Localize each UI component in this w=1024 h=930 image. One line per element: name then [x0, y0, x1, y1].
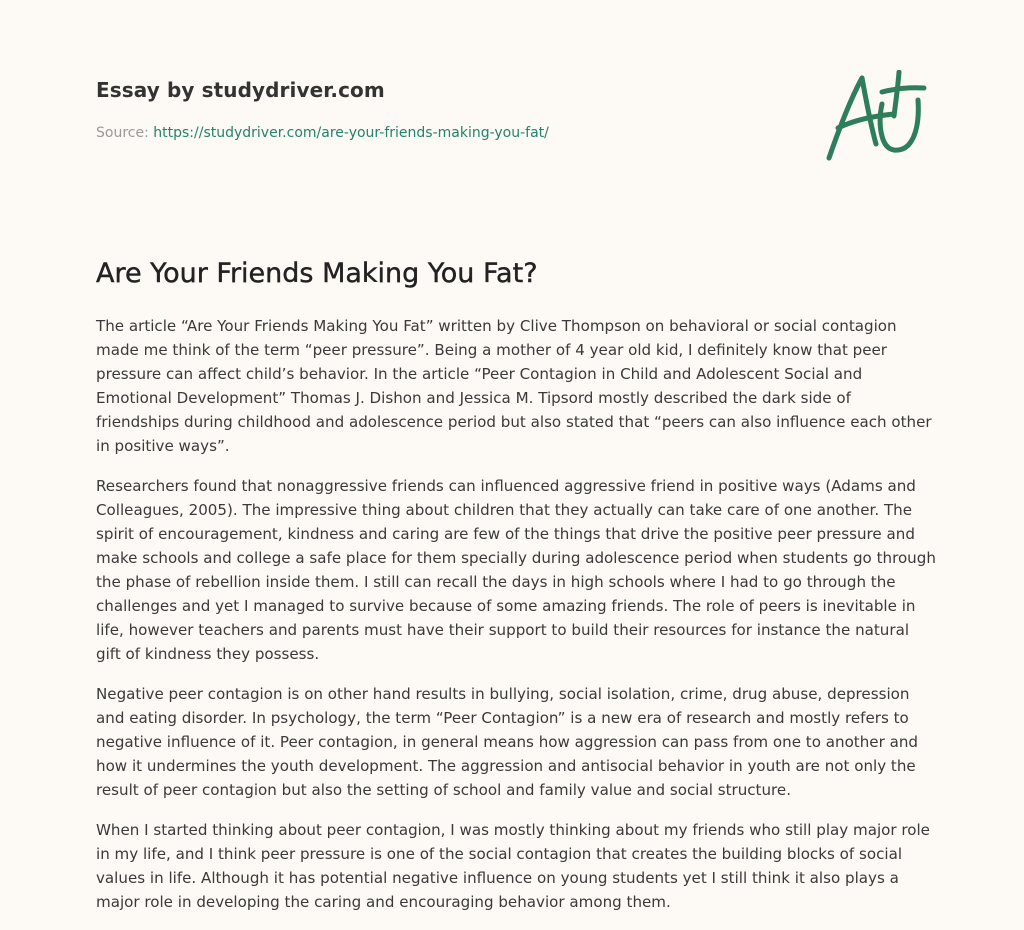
source-link[interactable]: https://studydriver.com/are-your-friends-making-you-fat/ [153, 125, 549, 141]
a-plus-logo-icon [824, 70, 928, 164]
brand-title: Essay by studydriver.com [96, 78, 385, 102]
source-line [96, 123, 796, 143]
site-header [96, 76, 796, 143]
paragraph: Negative peer contagion is on other hand results in bullying, social isolation, crime, drug abuse, depression and eating disorder. In psychology, the term “Peer Contagion” is a new era of research and mostly refers to negative influence of it. Peer contagion, in general means how aggression can pass from one to another and how it undermines the youth development. The aggression and antisocial behavior in youth are not only the result of peer contagion but also the setting of school and family value and social structure. [96, 685, 918, 799]
article-title: Are Your Friends Making You Fat? [96, 258, 538, 289]
source-label: Source: [96, 125, 149, 141]
paragraph: When I started thinking about peer contagion, I was mostly thinking about my friends who still play major role in my life, and I think peer pressure is one of the social contagion that creates the building blocks of social values in life. Although it has potential negative influence on young students yet I still think it also plays a major role in developing the caring and encouraging behavior among them. [96, 821, 930, 911]
paragraph: The article “Are Your Friends Making You Fat” written by Clive Thompson on behavioral or social contagion made me think of the term “peer pressure”. Being a mother of 4 year old kid, I definitely know that peer pressure can affect child’s behavior. In the article “Peer Contagion in Child and Adolescent Social and Emotional Development” Thomas J. Dishon and Jessica M. Tipsord mostly described the dark side of friendships during childhood and adolescence period but also stated that “peers can also influence each other in positive ways”. [96, 317, 932, 455]
paragraph: Researchers found that nonaggressive friends can influenced aggressive friend in positive ways (Adams and Colleagues, 2005). The impressive thing about children that they actually can take care of one another. The spirit of encouragement, kindness and caring are few of the things that drive the positive peer pressure and make schools and college a safe place for them specially during adolescence period when students go through the phase of rebellion inside them. I still can recall the days in high schools where I had to go through the challenges and yet I managed to survive because of some amazing friends. The role of peers is inevitable in life, however teachers and parents must have their support to build their resources for instance the natural gift of kindness they possess. [96, 477, 936, 663]
article-body [96, 314, 936, 930]
